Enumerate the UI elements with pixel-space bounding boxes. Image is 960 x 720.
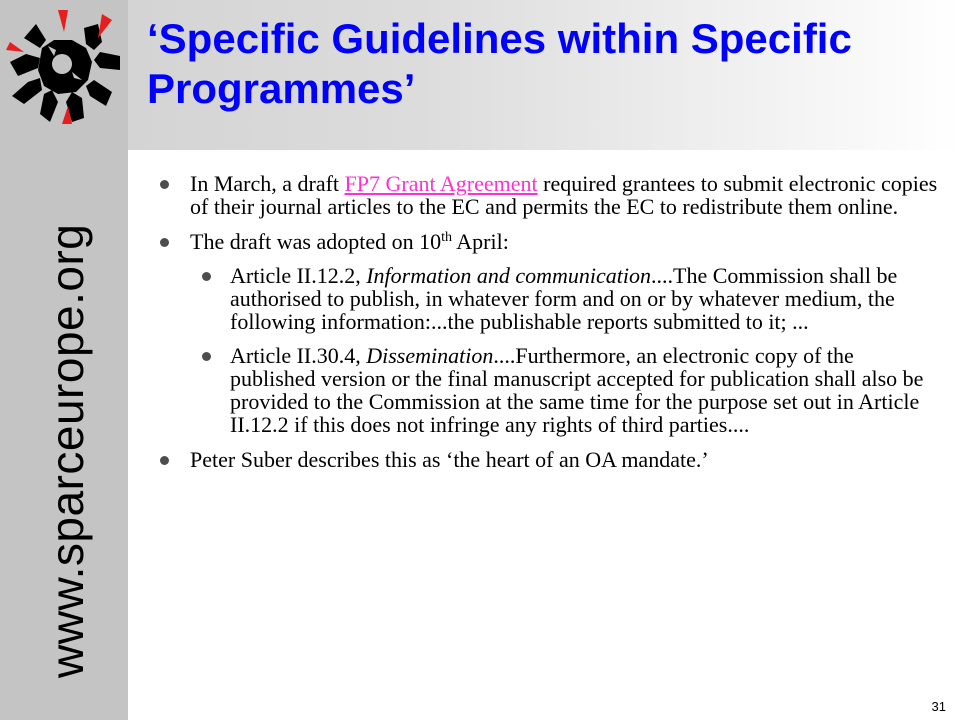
sub-bullet-article-30-4 <box>190 344 940 436</box>
bullet-dot-icon <box>160 456 169 465</box>
bullet-text: April: <box>451 229 509 254</box>
bullet-dot-icon <box>202 272 211 281</box>
article-heading: Dissemination <box>366 343 494 368</box>
sidebar-url: www.sparceurope.org <box>41 223 93 678</box>
bullet-draft-agreement <box>160 172 940 218</box>
bullet-list <box>160 172 940 471</box>
slide-content <box>160 172 940 483</box>
sub-bullet-list <box>190 264 940 436</box>
page-number: 31 <box>931 699 946 714</box>
bullet-dot-icon <box>202 352 211 361</box>
article-text: ....Furthermore, an electronic copy of the published version or the final manuscript accepted for publication shall also be provided to the Commission at the same time for the purpose set out in Article II.12.2 if this does not infringe any rights of third parties.... <box>230 343 924 437</box>
slide-title: ‘Specific Guidelines within Specific Programmes’ <box>147 15 852 112</box>
bullet-text: Peter Suber describes this as ‘the heart of an OA mandate.’ <box>190 447 709 472</box>
fp7-grant-agreement-link[interactable]: FP7 Grant Agreement <box>344 171 538 196</box>
date-superscript: th <box>441 230 452 245</box>
article-ref: Article II.30.4, <box>230 343 367 368</box>
bullet-text: required grantees to submit electronic copies of their journal articles to the EC and permits the EC to redistribute them online. <box>190 171 938 219</box>
bullet-text: In March, a draft <box>190 171 345 196</box>
bullet-peter-suber <box>160 448 940 471</box>
bullet-dot-icon <box>160 238 169 247</box>
article-ref: Article II.12.2, <box>230 263 367 288</box>
left-sidebar <box>0 0 128 720</box>
article-heading: Information and communication <box>366 263 651 288</box>
sub-bullet-article-12-2 <box>190 264 940 333</box>
bullet-draft-adopted <box>160 230 940 436</box>
bullet-text: The draft was adopted on 10 <box>190 229 442 254</box>
article-text: ....The Commission shall be authorised to publish, in whatever form and on or by whatever medium, the following information:...the publishable reports submitted to it; ... <box>230 263 898 334</box>
sparc-logo-icon <box>2 6 126 130</box>
bullet-dot-icon <box>160 180 169 189</box>
